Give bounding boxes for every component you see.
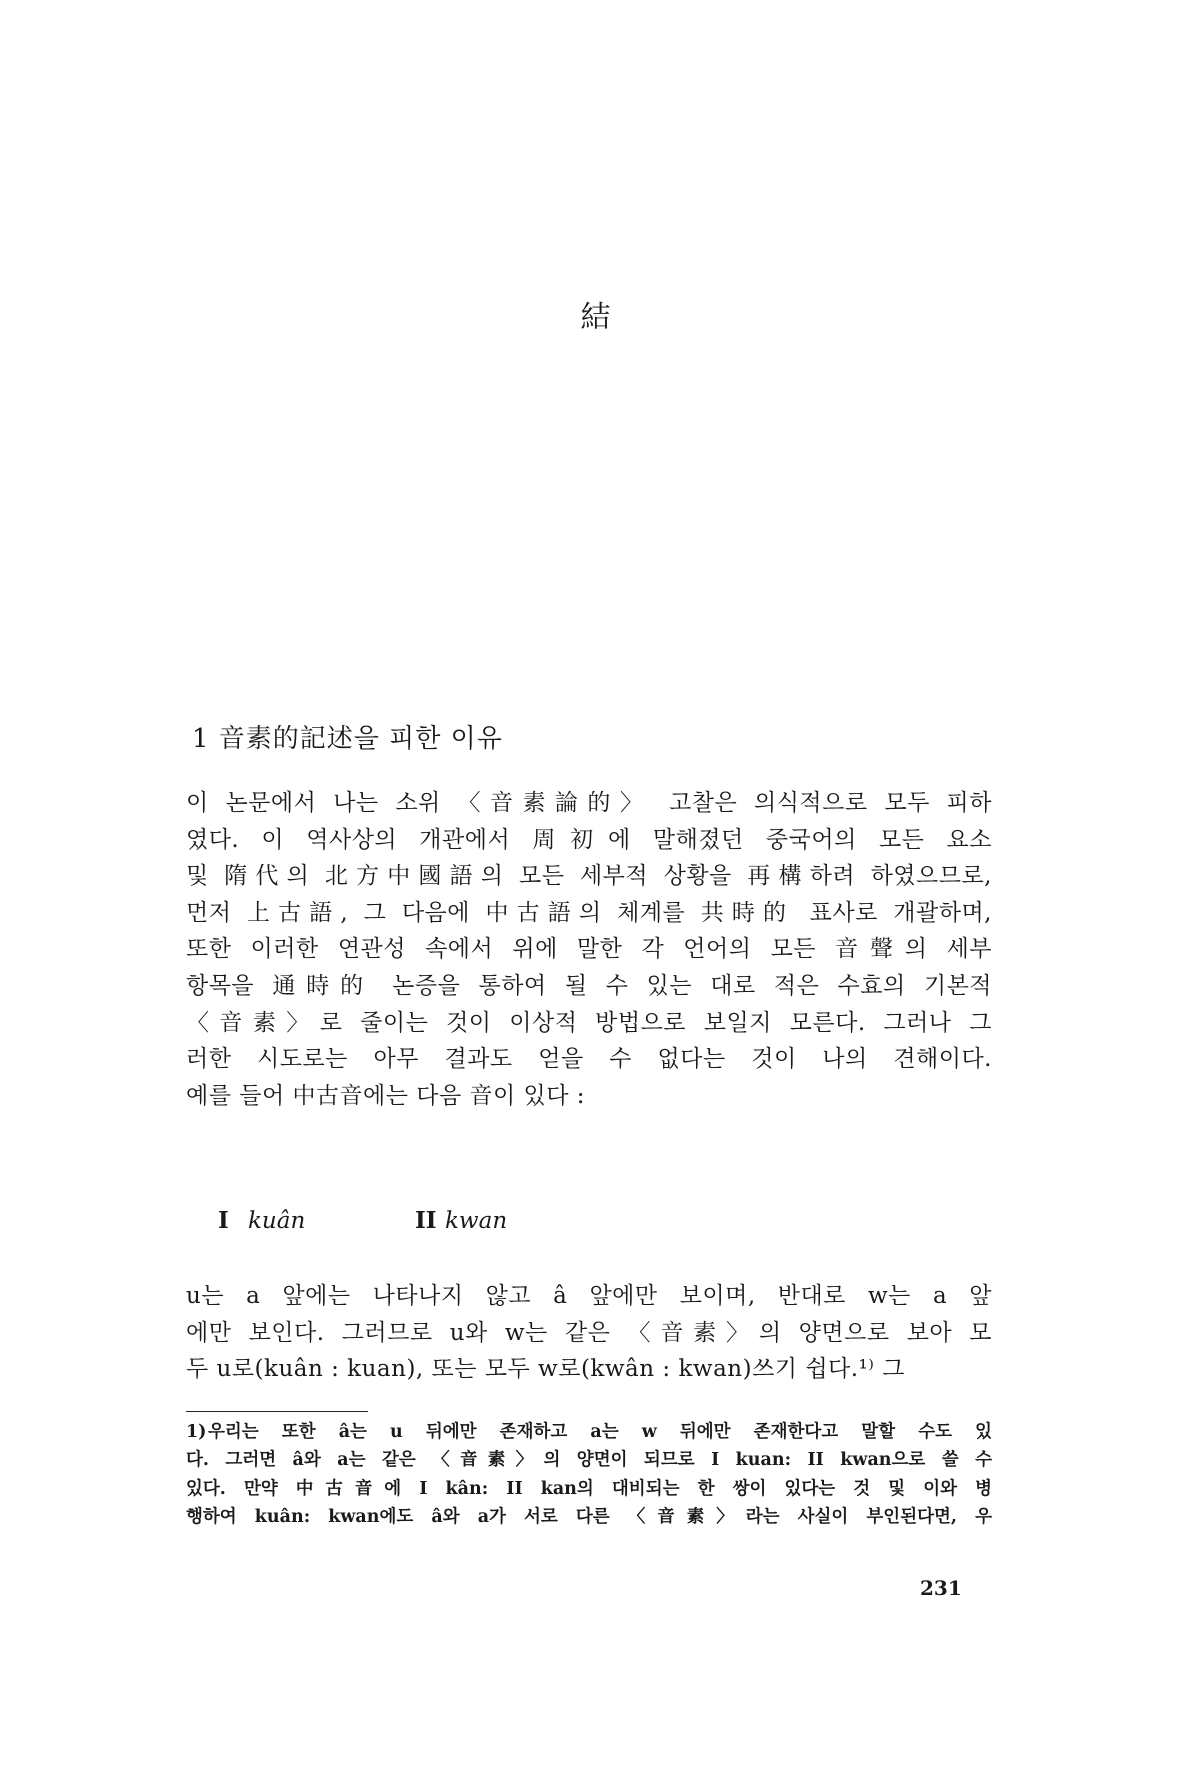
example-form: kwan (445, 1208, 508, 1234)
footnote-line: 있다. 만약 中古音에 I kân: II kan의 대비되는 한 쌍이 있다는 것 및 이와 병 (186, 1478, 992, 1499)
section-heading: 1 音素的記述을 피한 이유 (192, 724, 503, 754)
example-number: II (415, 1207, 437, 1234)
footnote-text: 우리는 또한 â는 u 뒤에만 존재하고 a는 w 뒤에만 존재한다고 말할 수도 있 (208, 1422, 992, 1442)
text-line: 두 u로(kuân : kuan), 또는 모두 w로(kwân : kwan)쓰기 쉽다.¹⁾ 그 (186, 1356, 905, 1383)
example-number: I (218, 1207, 229, 1234)
text-line: 예를 들어 中古音에는 다음 音이 있다 : (186, 1082, 586, 1109)
text-line: 였다. 이 역사상의 개관에서 周初에 말해졌던 중국어의 모든 요소 (186, 826, 992, 853)
page-number: 231 (920, 1576, 962, 1600)
text-line: 〈音素〉로 줄이는 것이 이상적 방법으로 보일지 모른다. 그러나 그 (186, 1009, 992, 1036)
text-line: 이 논문에서 나는 소위 〈音素論的〉 고찰은 의식적으로 모두 피하 (186, 790, 992, 816)
text-line: 먼저 上古語, 그 다음에 中古語의 체계를 共時的 표사로 개괄하며, (186, 899, 992, 926)
chapter-title: 結 (580, 300, 613, 335)
footnote-line: 행하여 kuân: kwan에도 â와 a가 서로 다른 〈音素〉라는 사실이 부인된다면, 우 (186, 1506, 992, 1527)
footnote-line: 다. 그러면 â와 a는 같은 〈音素〉의 양면이 되므로 I kuan: II kwan으로 쓸 수 (186, 1450, 992, 1471)
footnote (186, 1418, 992, 1531)
footnote-divider (186, 1411, 368, 1412)
paragraph-1 (186, 785, 992, 1114)
text-line: 에만 보인다. 그러므로 u와 w는 같은 〈音素〉의 양면으로 보아 모 (186, 1319, 992, 1346)
footnote-marker: 1) (186, 1422, 207, 1442)
example-form: kuân (248, 1208, 306, 1234)
text-line: 또한 이러한 연관성 속에서 위에 말한 각 언어의 모든 音聲의 세부 (186, 936, 992, 963)
text-line: 항목을 通時的 논증을 통하여 될 수 있는 대로 적은 수효의 기본적 (186, 972, 992, 999)
text-line: 러한 시도로는 아무 결과도 얻을 수 없다는 것이 나의 견해이다. (186, 1046, 992, 1073)
footnote-line (186, 1418, 992, 1446)
example-item-2 (415, 1207, 507, 1234)
paragraph-2 (186, 1278, 992, 1388)
text-line: u는 a 앞에는 나타나지 않고 â 앞에만 보이며, 반대로 w는 a 앞 (186, 1283, 992, 1309)
text-line: 및 隋代의 北方中國語의 모든 세부적 상황을 再構하려 하였으므로, (186, 863, 992, 890)
example-forms (218, 1207, 508, 1234)
example-item-1 (218, 1208, 305, 1234)
